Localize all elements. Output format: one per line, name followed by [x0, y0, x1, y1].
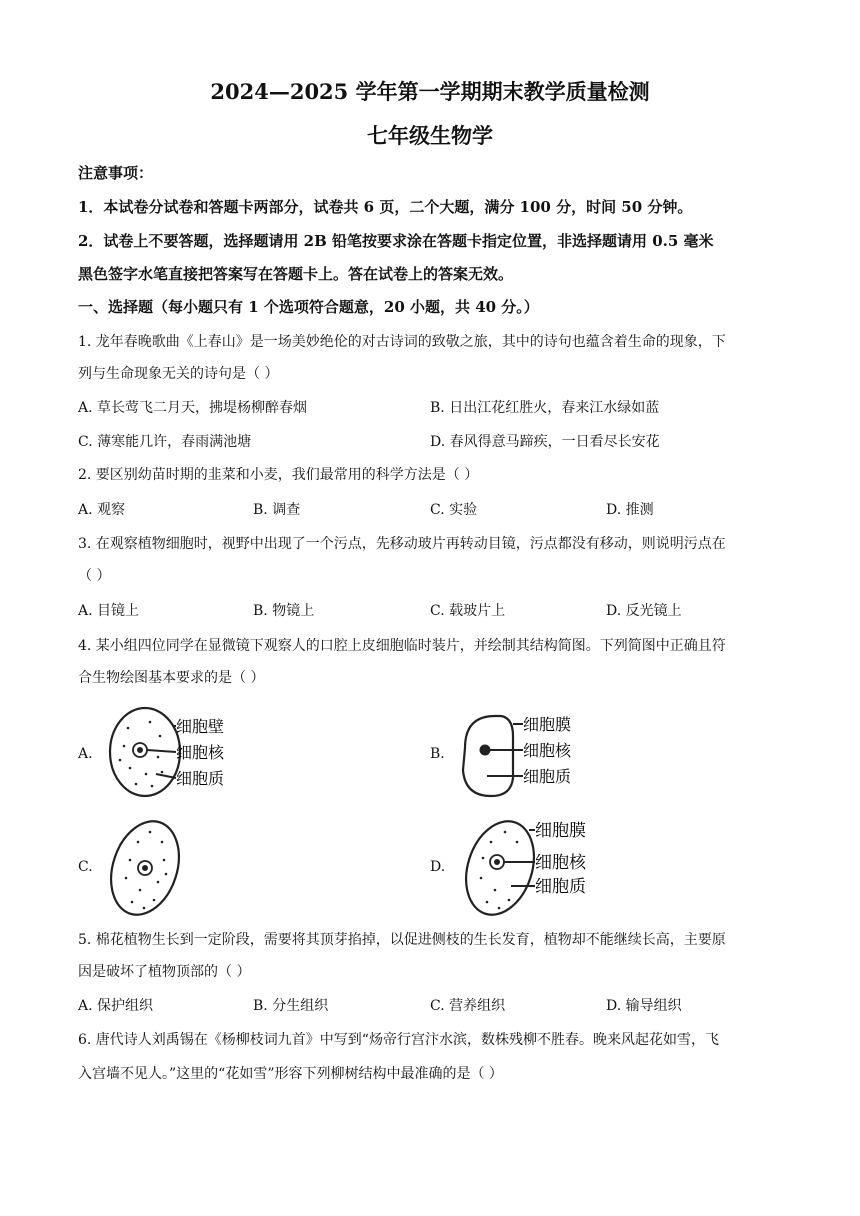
fig-b-label-3: 细胞质	[523, 767, 572, 786]
q4-figure-b	[455, 708, 605, 803]
q3-stem-line-2: （ ）	[78, 568, 111, 584]
q5-option-c: C. 营养组织	[430, 998, 506, 1014]
q4-option-a: A.	[78, 746, 93, 762]
q2-option-a: A. 观察	[78, 502, 126, 518]
q2-option-c: C. 实验	[430, 502, 478, 518]
q4-option-b: B.	[430, 746, 445, 762]
fig-d-label-3: 细胞质	[535, 877, 586, 897]
notes-item-1: 1．本试卷分试卷和答题卡两部分，试卷共 6 页，二个大题，满分 100 分，时间 50 分钟。	[78, 198, 693, 216]
q2-stem: 2. 要区别幼苗时期的韭菜和小麦，我们最常用的科学方法是（ ）	[78, 467, 479, 483]
notes-item-2-line-2: 黑色签字水笔直接把答案写在答题卡上。答在试卷上的答案无效。	[78, 265, 514, 283]
q4-stem-line-1: 4. 某小组四位同学在显微镜下观察人的口腔上皮细胞临时装片，并绘制其结构简图。下列简图中正确且符	[78, 638, 726, 654]
q1-option-a: A. 草长莺飞二月天，拂堤杨柳醉春烟	[78, 400, 308, 416]
notes-heading: 注意事项：	[78, 164, 154, 182]
q4-figure-a	[100, 702, 260, 802]
q2-option-d: D. 推测	[606, 502, 654, 518]
q5-stem-line-2: 因是破坏了植物顶部的（ ）	[78, 964, 251, 980]
q6-stem-line-2: 入宫墙不见人。”这里的“花如雪”形容下列柳树结构中最准确的是（ ）	[78, 1066, 503, 1082]
fig-d-label-1: 细胞膜	[535, 821, 586, 841]
exam-subtitle: 七年级生物学	[367, 123, 493, 148]
q1-stem-line-1: 1. 龙年春晚歌曲《上春山》是一场美妙绝伦的对古诗词的致敬之旅，其中的诗句也蕴含着生命的现象，下	[78, 334, 726, 350]
q4-figure-d	[455, 812, 615, 922]
q3-option-c: C. 载玻片上	[430, 603, 506, 619]
notes-item-2-line-1: 2．试卷上不要答题，选择题请用 2B 铅笔按要求涂在答题卡指定位置，非选择题请用 0.5 毫米	[78, 232, 714, 250]
q5-option-b: B. 分生组织	[253, 998, 329, 1014]
q1-option-d: D. 春风得意马蹄疾，一日看尽长安花	[430, 434, 660, 450]
q1-option-b: B. 日出江花红胜火，春来江水绿如蓝	[430, 400, 660, 416]
q3-stem-line-1: 3. 在观察植物细胞时，视野中出现了一个污点，先移动玻片再转动目镜，污点都没有移动，则说明污点在	[78, 536, 726, 552]
q4-figure-c	[100, 812, 190, 922]
q3-option-d: D. 反光镜上	[606, 603, 682, 619]
q4-stem-line-2: 合生物绘图基本要求的是（ ）	[78, 670, 265, 686]
q1-stem-line-2: 列与生命现象无关的诗句是（ ）	[78, 366, 279, 382]
section-1-heading: 一、选择题（每小题只有 1 个选项符合题意，20 小题，共 40 分。）	[78, 298, 539, 316]
q5-stem-line-1: 5. 棉花植物生长到一定阶段，需要将其顶芽掐掉，以促进侧枝的生长发育，植物却不能继续长高，主要原	[78, 932, 726, 948]
fig-b-label-1: 细胞膜	[523, 715, 572, 734]
fig-a-label-1: 细胞壁	[176, 717, 225, 736]
q1-option-c: C. 薄寒能几许，春雨满池塘	[78, 434, 252, 450]
fig-a-label-2: 细胞核	[176, 743, 225, 762]
fig-b-label-2: 细胞核	[523, 741, 572, 760]
fig-d-label-2: 细胞核	[535, 853, 586, 873]
q2-option-b: B. 调查	[253, 502, 301, 518]
q3-option-b: B. 物镜上	[253, 603, 315, 619]
fig-a-label-3: 细胞质	[176, 769, 225, 788]
q6-stem-line-1: 6. 唐代诗人刘禹锡在《杨柳枝词九首》中写到“炀帝行宫汴水滨，数株残柳不胜春。晚来风起花如雪，飞	[78, 1032, 719, 1048]
q5-option-a: A. 保护组织	[78, 998, 154, 1014]
exam-title: 2024—2025 学年第一学期期末教学质量检测	[210, 79, 650, 104]
q4-option-c: C.	[78, 859, 93, 875]
q3-option-a: A. 目镜上	[78, 603, 140, 619]
q5-option-d: D. 输导组织	[606, 998, 682, 1014]
q4-option-d: D.	[430, 859, 446, 875]
